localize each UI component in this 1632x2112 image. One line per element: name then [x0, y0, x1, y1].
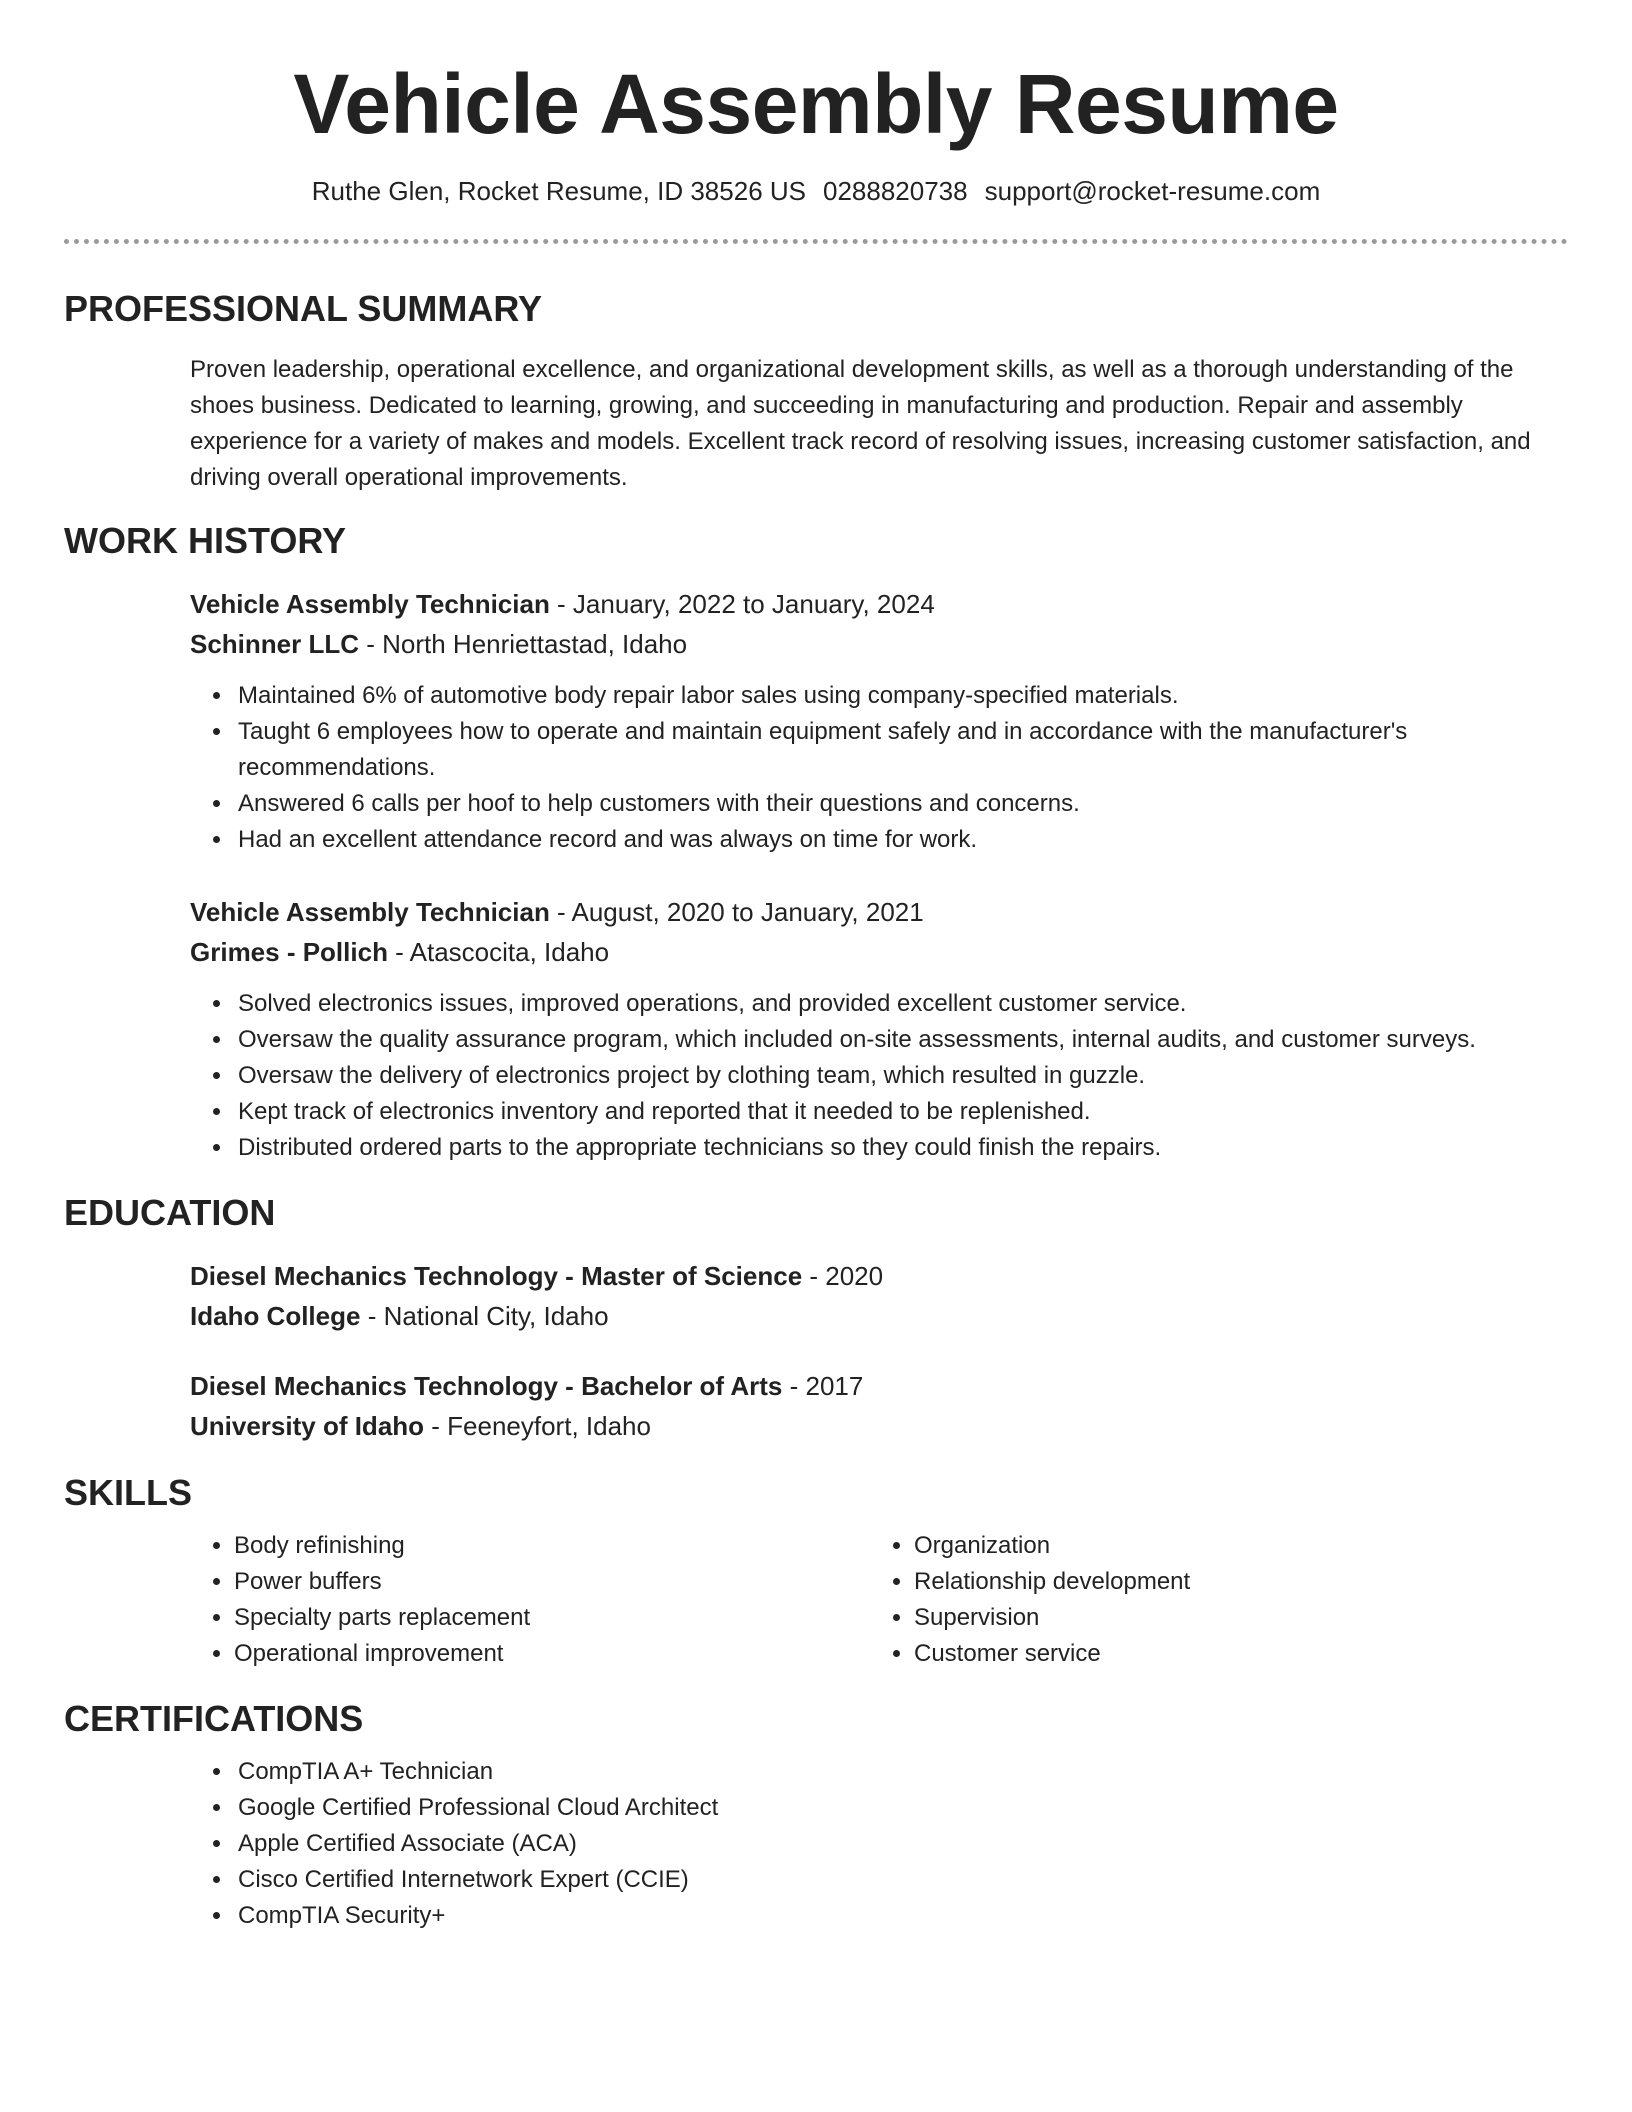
education-school-line: [64, 1406, 1568, 1446]
list-item: • Maintained 6% of automotive body repair labor sales using company-specified materials.: [234, 678, 1568, 714]
list-item: • Apple Certified Associate (ACA): [234, 1826, 1568, 1862]
job-dates: - August, 2020 to January, 2021: [549, 897, 924, 927]
list-item: • Kept track of electronics inventory and reported that it needed to be replenished.: [234, 1094, 1568, 1130]
section-heading-education: EDUCATION: [64, 1192, 276, 1233]
list-item: • Supervision: [914, 1600, 1424, 1636]
section-heading-work: WORK HISTORY: [64, 520, 347, 561]
list-item: • Answered 6 calls per hoof to help customers with their questions and concerns.: [234, 786, 1568, 822]
job-title: Vehicle Assembly Technician: [190, 589, 550, 619]
job-title-line: [64, 892, 1568, 932]
list-item: • Organization: [914, 1528, 1424, 1564]
list-item: • Operational improvement: [234, 1636, 744, 1672]
education-entry: [64, 1256, 1568, 1336]
list-item: • CompTIA Security+: [234, 1898, 1568, 1934]
job-company: Schinner LLC: [190, 629, 360, 659]
education-location: - Feeneyfort, Idaho: [424, 1411, 651, 1441]
list-item: • Relationship development: [914, 1564, 1424, 1600]
resume-title: Vehicle Assembly Resume: [293, 57, 1339, 151]
section-heading-summary: PROFESSIONAL SUMMARY: [64, 288, 543, 329]
job-bullets: [64, 986, 1568, 1166]
list-item: • Specialty parts replacement: [234, 1600, 744, 1636]
list-item: • Google Certified Professional Cloud Architect: [234, 1790, 1568, 1826]
section-heading-skills: SKILLS: [64, 1472, 193, 1513]
job-location: - Atascocita, Idaho: [387, 937, 610, 967]
list-item: • Distributed ordered parts to the appropriate technicians so they could finish the repairs.: [234, 1130, 1568, 1166]
contact-email: support@rocket-resume.com: [984, 176, 1321, 206]
education-school: Idaho College: [190, 1301, 361, 1331]
list-item: • Oversaw the delivery of electronics project by clothing team, which resulted in guzzle.: [234, 1058, 1568, 1094]
header-divider: [64, 239, 1568, 244]
skills-list-left: [64, 1528, 744, 1672]
education-degree-line: [64, 1366, 1568, 1406]
job-company-line: [64, 932, 1568, 972]
list-item: • Solved electronics issues, improved operations, and provided excellent customer service.: [234, 986, 1568, 1022]
contact-address: Ruthe Glen, Rocket Resume, ID 38526 US: [311, 176, 806, 206]
education-year: - 2017: [782, 1371, 864, 1401]
summary-text: Proven leadership, operational excellence, and organizational development skills, as well as a thorough understanding of the shoes business. Dedicated to learning, growing, and succeeding in manufacturing and production. Repair and assembly experience for a variety of makes and models. Excellent track record of resolving issues, increasing customer satisfaction, and driving overall operational improvements.: [190, 356, 1531, 491]
job-entry: [64, 584, 1568, 858]
list-item: • Cisco Certified Internetwork Expert (CCIE): [234, 1862, 1568, 1898]
education-degree: Diesel Mechanics Technology - Master of Science: [190, 1261, 803, 1291]
job-company-line: [64, 624, 1568, 664]
certifications-list: [64, 1754, 1568, 1934]
skills-columns: [64, 1528, 1568, 1672]
list-item: • Customer service: [914, 1636, 1424, 1672]
job-title-line: [64, 584, 1568, 624]
list-item: • Body refinishing: [234, 1528, 744, 1564]
list-item: • Had an excellent attendance record and was always on time for work.: [234, 822, 1568, 858]
education-degree-line: [64, 1256, 1568, 1296]
education-school: University of Idaho: [190, 1411, 425, 1441]
education-degree: Diesel Mechanics Technology - Bachelor of Arts: [190, 1371, 783, 1401]
skills-list-right: [744, 1528, 1424, 1672]
education-entry: [64, 1366, 1568, 1446]
job-dates: - January, 2022 to January, 2024: [549, 589, 935, 619]
job-title: Vehicle Assembly Technician: [190, 897, 550, 927]
list-item: • Power buffers: [234, 1564, 744, 1600]
job-bullets: [64, 678, 1568, 858]
job-company: Grimes - Pollich: [190, 937, 388, 967]
job-location: - North Henriettastad, Idaho: [359, 629, 688, 659]
education-location: - National City, Idaho: [360, 1301, 609, 1331]
list-item: • Oversaw the quality assurance program, which included on-site assessments, internal audits, and customer surveys.: [234, 1022, 1568, 1058]
education-year: - 2020: [802, 1261, 884, 1291]
job-entry: [64, 892, 1568, 1166]
section-heading-certifications: CERTIFICATIONS: [64, 1698, 364, 1739]
contact-line: [64, 176, 1568, 207]
contact-phone: 0288820738: [823, 176, 968, 206]
list-item: • CompTIA A+ Technician: [234, 1754, 1568, 1790]
list-item: • Taught 6 employees how to operate and maintain equipment safely and in accordance with the manufacturer's recommendations.: [234, 714, 1568, 786]
education-school-line: [64, 1296, 1568, 1336]
